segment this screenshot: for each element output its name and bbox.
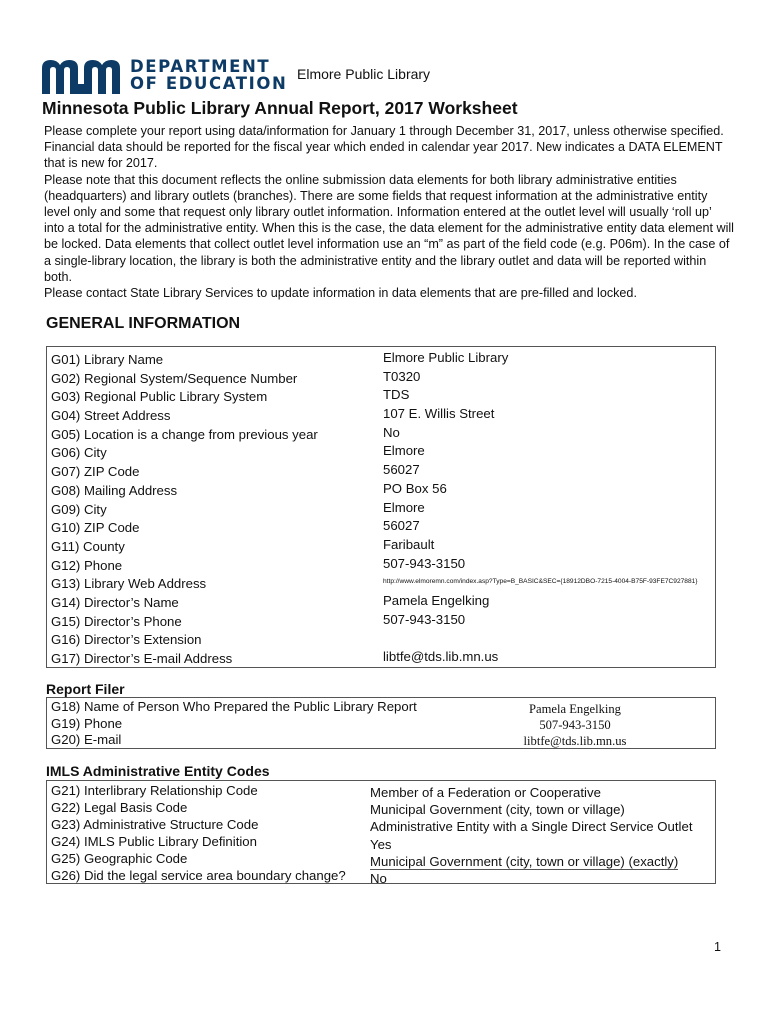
field-label: G16) Director’s Extension xyxy=(51,632,202,648)
report-filer-values xyxy=(515,701,635,750)
mn-department-of-education-logo xyxy=(42,58,292,94)
intro-paragraph-1: Please complete your report using data/information for January 1 through December 31, 2017, unless otherwise specified. Financial data should be reported for the fiscal year which ended in calendar year 2017. New indicates a DATA ELEMENT that is new for 2017. xyxy=(44,124,724,171)
value-street-address: 107 E. Willis Street xyxy=(383,406,495,422)
general-information-heading: GENERAL INFORMATION xyxy=(46,315,241,332)
field-label: G03) Regional Public Library System xyxy=(51,389,268,405)
field-label: G12) Phone xyxy=(51,557,123,573)
field-label: G25) Geographic Code xyxy=(51,851,188,866)
field-label: G22) Legal Basis Code xyxy=(51,800,188,815)
logo-line-1: DEPARTMENT xyxy=(130,57,271,76)
value-imls-definition: Yes xyxy=(370,836,392,852)
value-location-change: No xyxy=(383,424,400,440)
field-label: G18) Name of Person Who Prepared the Public Library Report xyxy=(51,699,417,714)
document-title: Minnesota Public Library Annual Report, 2017 Worksheet xyxy=(42,98,518,118)
value-library-name: Elmore Public Library xyxy=(383,350,509,365)
intro-paragraph-3: Please contact State Library Services to update information in data elements that are pre-filled and locked. xyxy=(44,286,637,301)
logo-line-2: OF EDUCATION xyxy=(130,74,288,93)
field-label: G17) Director’s E-mail Address xyxy=(51,651,233,666)
field-label: G23) Administrative Structure Code xyxy=(51,817,259,832)
value-boundary-change: No xyxy=(370,870,387,886)
value-regional-system: TDS xyxy=(383,387,410,403)
intro-instructions xyxy=(44,123,734,301)
field-label: G20) E-mail xyxy=(51,732,122,747)
field-label: G06) City xyxy=(51,445,107,461)
value-filer-phone: 507-943-3150 xyxy=(539,718,611,733)
value-zip: 56027 xyxy=(383,462,420,478)
report-filer-labels xyxy=(51,699,417,749)
value-mailing-address: PO Box 56 xyxy=(383,480,447,496)
field-label: G21) Interlibrary Relationship Code xyxy=(51,783,258,798)
value-filer-name: Pamela Engelking xyxy=(529,702,621,716)
value-system-sequence: T0320 xyxy=(383,368,421,384)
field-label: G02) Regional System/Sequence Number xyxy=(51,370,298,386)
field-label: G15) Director’s Phone xyxy=(51,613,182,629)
field-label: G10) ZIP Code xyxy=(51,520,140,536)
field-label: G14) Director’s Name xyxy=(51,594,179,610)
field-label: G05) Location is a change from previous year xyxy=(51,426,318,442)
general-information-box xyxy=(46,346,716,668)
general-labels xyxy=(51,351,318,669)
field-label: G11) County xyxy=(51,538,125,554)
value-director-email: libtfe@tds.lib.mn.us xyxy=(383,649,499,664)
report-filer-heading: Report Filer xyxy=(46,681,125,697)
imls-codes-box xyxy=(46,780,716,884)
general-values xyxy=(383,349,697,667)
imls-labels xyxy=(51,782,346,884)
imls-values xyxy=(370,784,692,887)
field-label: G08) Mailing Address xyxy=(51,482,178,498)
page-number: 1 xyxy=(714,940,722,954)
field-label: G24) IMLS Public Library Definition xyxy=(51,834,257,849)
imls-codes-heading: IMLS Administrative Entity Codes xyxy=(46,763,270,779)
field-label: G01) Library Name xyxy=(51,352,164,367)
value-interlibrary-code: Member of a Federation or Cooperative xyxy=(370,785,601,800)
field-label: G04) Street Address xyxy=(51,408,171,424)
field-label: G26) Did the legal service area boundary change? xyxy=(51,868,346,883)
header-library-name: Elmore Public Library xyxy=(297,66,431,82)
field-label: G09) City xyxy=(51,501,107,517)
value-phone: 507-943-3150 xyxy=(383,555,466,571)
value-mailing-zip: 56027 xyxy=(383,518,420,534)
field-label: G13) Library Web Address xyxy=(51,576,207,592)
value-director-name: Pamela Engelking xyxy=(383,592,490,608)
value-admin-structure: Administrative Entity with a Single Direct Service Outlet xyxy=(370,819,693,835)
value-geographic-code: Municipal Government (city, town or village) (exactly) xyxy=(370,853,679,869)
value-county: Faribault xyxy=(383,536,435,552)
value-web-address[interactable]: http://www.elmoremn.com/index.asp?Type=B_BASIC&SEC={18912DBO-7215-4004-B75F-93FE7C927881} xyxy=(383,578,698,586)
value-legal-basis: Municipal Government (city, town or village) xyxy=(370,802,625,818)
value-director-phone: 507-943-3150 xyxy=(383,611,466,627)
mn-logo-icon xyxy=(42,58,126,94)
value-city: Elmore xyxy=(383,443,425,459)
value-director-extension xyxy=(383,629,697,648)
field-label: G19) Phone xyxy=(51,715,123,731)
logo-wordmark xyxy=(130,58,287,92)
report-filer-box xyxy=(46,697,716,749)
value-filer-email: libtfe@tds.lib.mn.us xyxy=(523,734,627,749)
field-label: G07) ZIP Code xyxy=(51,464,140,480)
intro-paragraph-2: Please note that this document reflects the online submission data elements for both library administrative entities (headquarters) and library outlets (branches). There are some fields that request information at the administrative entity level only and some that request only library outlet information. Information entered at the outlet level will usually ‘roll up’ into a total for the administrative entity. When this is the case, the data element for the administrative entity data element will be locked. Data elements that collect outlet level information use an “m” as part of the field code (e.g. P06m). In the case of a single-library location, the library is both the administrative entity and the library outlet and data will be reported within both. xyxy=(44,172,734,284)
value-mailing-city: Elmore xyxy=(383,499,425,515)
